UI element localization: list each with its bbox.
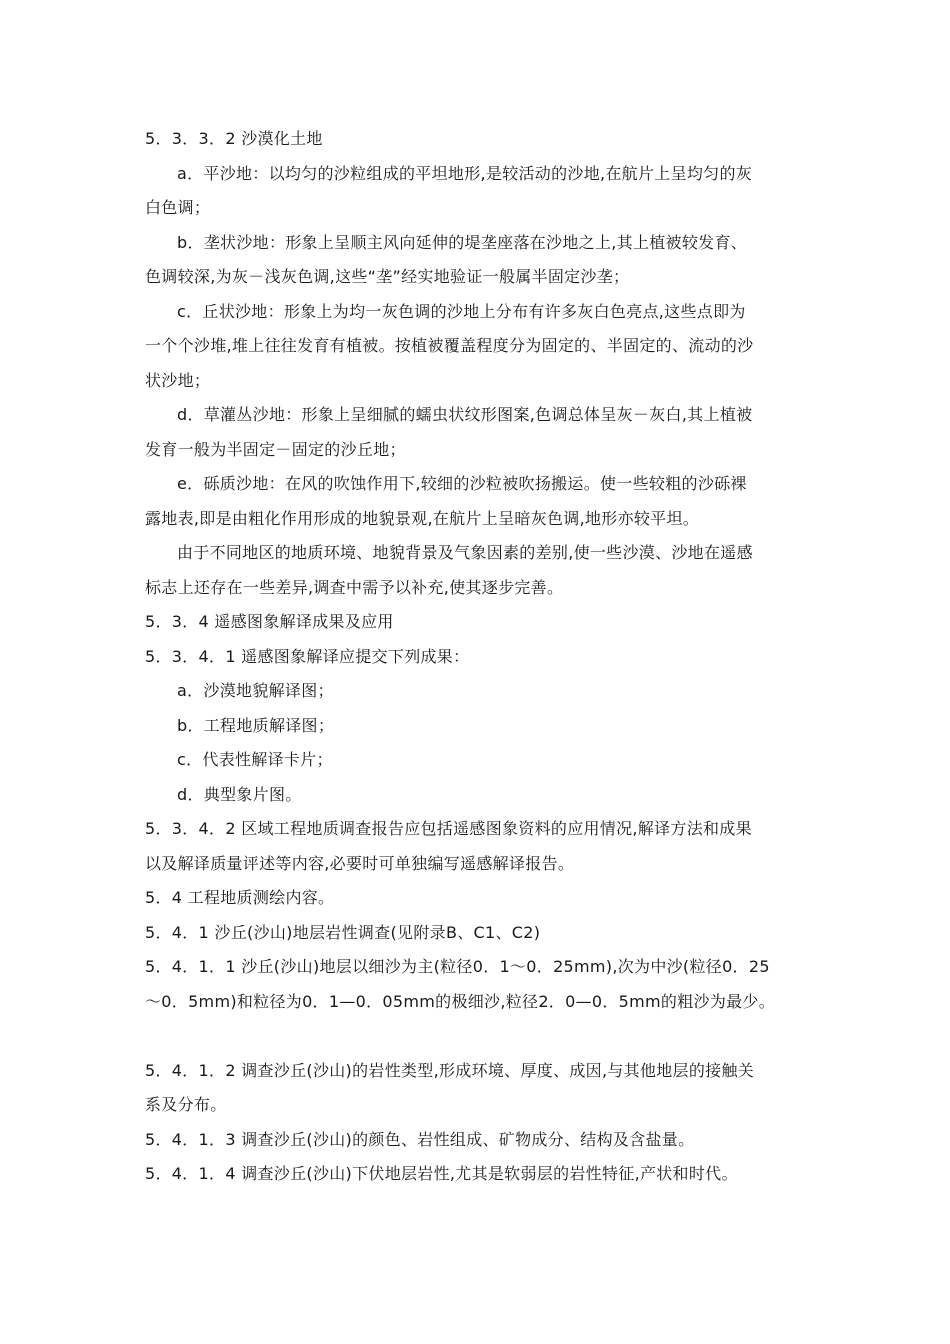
document-body [145, 122, 805, 1192]
paragraph-line: 色调较深,为灰－浅灰色调,这些“垄”经实地验证一般属半固定沙垄； [145, 267, 630, 286]
paragraph-line: 5．4．1．3 调查沙丘(沙山)的颜色、岩性组成、矿物成分、结构及含盐量。 [145, 1129, 695, 1149]
section-heading: 5．3．4 遥感图象解译成果及应用 [145, 612, 394, 631]
paragraph-line: 标志上还存在一些差异,调查中需予以补充,使其逐步完善。 [145, 577, 564, 597]
paragraph-line: c．丘状沙地：形象上为均一灰色调的沙地上分布有许多灰白色亮点,这些点即为 [177, 301, 746, 321]
section-heading: 5．3．3．2 沙漠化土地 [145, 129, 323, 148]
paragraph-line: 5．4．1．2 调查沙丘(沙山)的岩性类型,形成环境、厚度、成因,与其他地层的接触关 [145, 1060, 755, 1080]
paragraph-line: a．平沙地：以均匀的沙粒组成的平坦地形,是较活动的沙地,在航片上呈均匀的灰 [177, 163, 753, 183]
paragraph-line: 5．3．4．2 区域工程地质调查报告应包括遥感图象资料的应用情况,解译方法和成果 [145, 819, 752, 838]
paragraph-line: 一个个沙堆,堆上往往发育有植被。按植被覆盖程度分为固定的、半固定的、流动的沙 [145, 336, 754, 355]
paragraph-line: d．草灌丛沙地：形象上呈细腻的蠕虫状纹形图案,色调总体呈灰－灰白,其上植被 [177, 405, 753, 424]
paragraph-line: 5．4．1．1 沙丘(沙山)地层以细沙为主(粒径0．1～0．25mm),次为中沙(粒径0．25 [145, 957, 770, 976]
paragraph-line: 发育一般为半固定－固定的沙丘地； [145, 439, 406, 459]
section-heading: 5．4．1 沙丘(沙山)地层岩性调查(见附录B、C1、C2) [145, 922, 541, 942]
section-heading: 5．3．4．1 遥感图象解译应提交下列成果： [145, 646, 470, 666]
paragraph-line: e．砾质沙地：在风的吹蚀作用下,较细的沙粒被吹扬搬运。使一些较粗的沙砾裸 [177, 474, 747, 493]
blank-line [145, 1019, 805, 1054]
paragraph-line: 由于不同地区的地质环境、地貌背景及气象因素的差别,使一些沙漠、沙地在遥感 [177, 543, 753, 562]
paragraph-line: 状沙地； [145, 370, 211, 390]
paragraph-line: 露地表,即是由粗化作用形成的地貌景观,在航片上呈暗灰色调,地形亦较平坦。 [145, 508, 700, 528]
paragraph-line: 5．4．1．4 调查沙丘(沙山)下伏地层岩性,尤其是软弱层的岩性特征,产状和时代。 [145, 1164, 738, 1183]
paragraph-line: ～0．5mm)和粒径为0．1—0．05mm的极细沙,粒径2．0—0．5mm的粗沙为最少。 [145, 991, 776, 1011]
paragraph-line: 以及解译质量评述等内容,必要时可单独编写遥感解译报告。 [145, 853, 575, 873]
list-item: c．代表性解译卡片； [177, 750, 333, 769]
paragraph-line: b．垄状沙地：形象上呈顺主风向延伸的堤垄座落在沙地之上,其上植被较发育、 [177, 232, 748, 252]
list-item: a．沙漠地貌解译图； [177, 681, 334, 700]
section-heading: 5．4 工程地质测绘内容。 [145, 888, 335, 907]
paragraph-line: 系及分布。 [145, 1095, 227, 1114]
list-item: d．典型象片图。 [177, 784, 302, 804]
list-item: b．工程地质解译图； [177, 715, 335, 735]
paragraph-line: 白色调； [145, 198, 211, 217]
